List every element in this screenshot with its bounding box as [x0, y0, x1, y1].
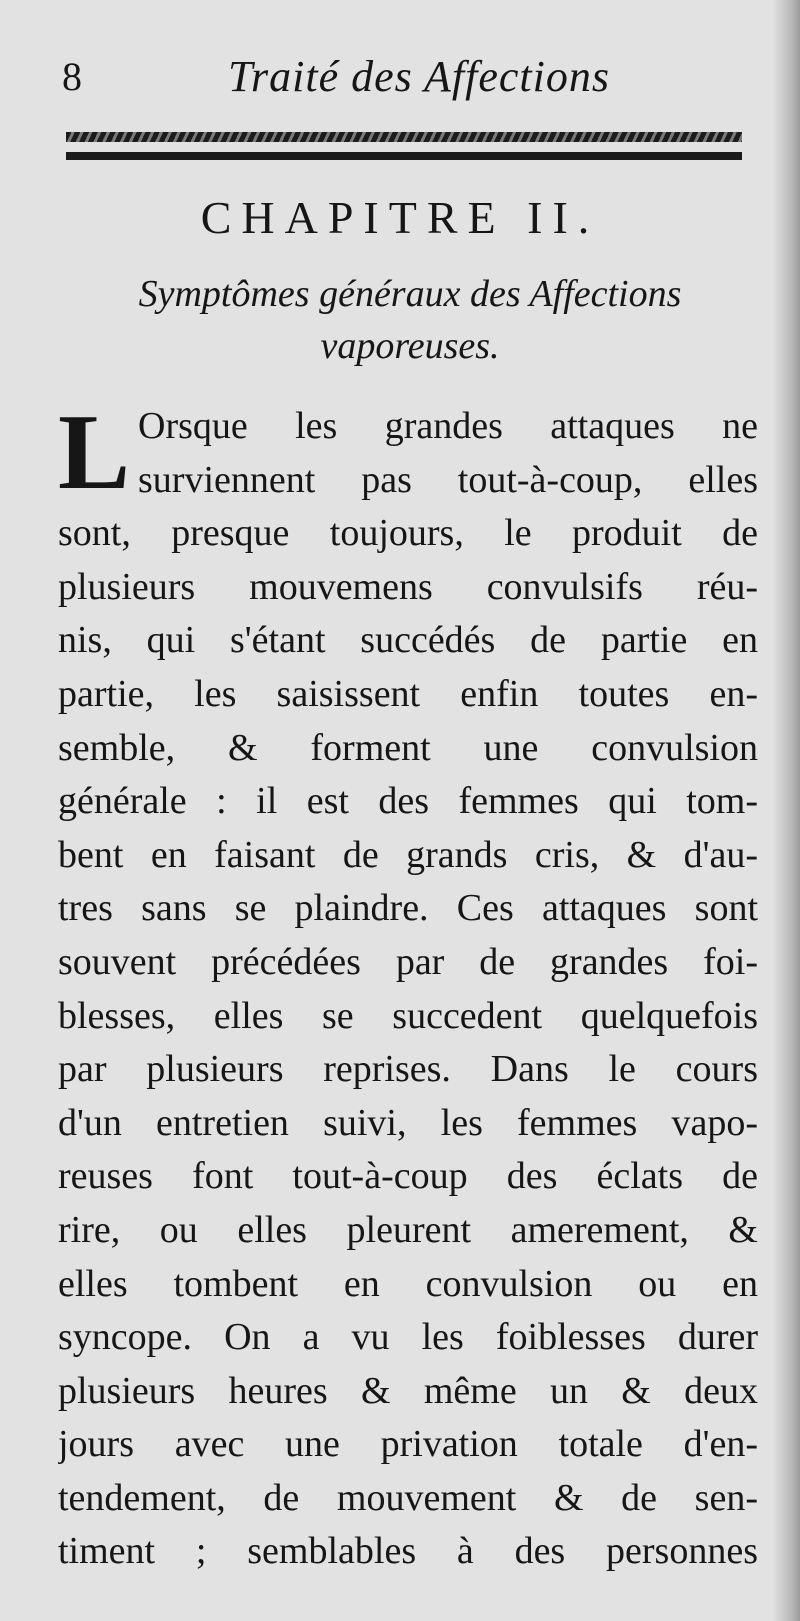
text-line-22: timent ; semblables à des personnes [58, 1530, 758, 1573]
header-rule [66, 152, 742, 160]
text-line-20: jours avec une privation totale d'en- [58, 1423, 758, 1466]
text-line-14: d'un entretien suivi, les femmes vapo- [58, 1101, 758, 1144]
page-header [58, 48, 748, 108]
text-line-18: syncope. On a vu les foiblesses durer [58, 1316, 758, 1359]
text-line-17: elles tombent en convulsion ou en [58, 1262, 758, 1305]
text-line-13: par plusieurs reprises. Dans le cours [58, 1048, 758, 1091]
text-line-5: nis, qui s'étant succédés de partie en [58, 619, 758, 662]
running-title: Traité des Affections [228, 52, 610, 101]
text-line-21: tendement, de mouvement & de sen- [58, 1476, 758, 1519]
text-line-8: générale : il est des femmes qui tom- [58, 780, 758, 823]
chapter-subtitle-line-1: Symptômes généraux des Affections [138, 273, 682, 315]
text-line-15: reuses font tout-à-coup des éclats de [58, 1155, 758, 1198]
text-line-19: plusieurs heures & même un & deux [58, 1369, 758, 1412]
text-line-1: Orsque les grandes attaques ne [138, 405, 758, 447]
text-line-12: blesses, elles se succedent quelquefois [58, 994, 758, 1037]
chapter-subtitle-line-2: vaporeuses. [320, 325, 500, 367]
text-line-4: plusieurs mouvemens convulsifs réu- [58, 565, 758, 608]
text-line-7: semble, & forment une convulsion [58, 726, 758, 769]
text-line-6: partie, les saisissent enfin toutes en- [58, 672, 758, 715]
ornamental-rule [66, 132, 742, 142]
text-line-2: surviennent pas tout-à-coup, elles [138, 458, 758, 501]
chapter-subtitle [70, 268, 750, 372]
text-line-16: rire, ou elles pleurent amerement, & [58, 1208, 758, 1251]
text-line-9: bent en faisant de grands cris, & d'au- [58, 833, 758, 876]
chapter-title: CHAPITRE II. [200, 192, 600, 243]
drop-cap: L [58, 393, 131, 512]
text-line-11: souvent précédées par de grandes foi- [58, 940, 758, 983]
body-text [58, 393, 758, 1579]
text-line-3: sont, presque toujours, le produit de [58, 512, 758, 555]
page-number: 8 [62, 54, 82, 99]
text-line-10: tres sans se plaindre. Ces attaques sont [58, 887, 758, 930]
